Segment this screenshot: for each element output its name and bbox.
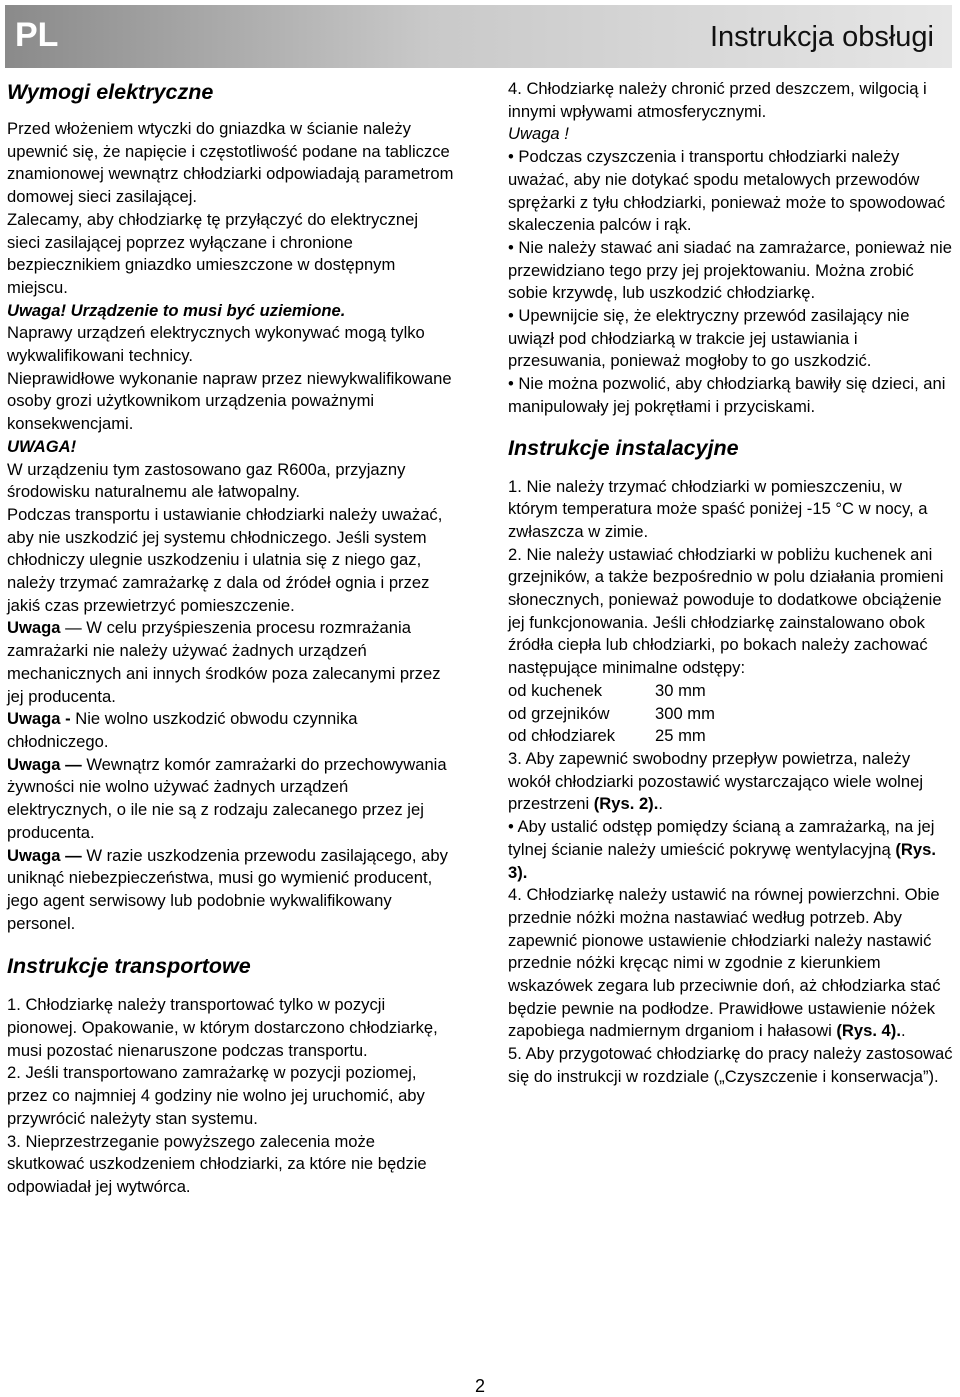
paragraph: 1. Chłodziarkę należy transportować tylko w pozycji pionowej. Opakowanie, w którym dostarczono chłodziarkę, musi pozostać nienaruszone podczas transportu.: [7, 995, 438, 1060]
note-lead: Uwaga: [7, 618, 61, 638]
paragraph: 4. Chłodziarkę należy chronić przed deszczem, wilgocią i innymi wpływami atmosferycznymi.: [508, 79, 927, 121]
paragraph-tail: .: [658, 794, 663, 814]
page-number: 2: [474, 1376, 485, 1396]
paragraph: [508, 884, 956, 1043]
note-lead: Uwaga -: [7, 709, 71, 729]
note-lead: Uwaga —: [7, 754, 82, 774]
section-heading-electrical: Wymogi elektryczne: [7, 80, 214, 104]
paragraph: [508, 748, 956, 816]
paragraph: 3. Nieprzestrzeganie powyższego zalecenia może skutkować uszkodzeniem chłodziarki, za które nie będzie odpowiadał jej wytwórca.: [7, 1131, 427, 1196]
left-column: [7, 78, 454, 1199]
paragraph: 1. Nie należy trzymać chłodziarki w pomieszczeniu, w którym temperatura może spaść poniżej -15 °C w nocy, a zwłaszcza w zimie.: [508, 476, 928, 541]
paragraph: [7, 617, 454, 708]
distance-label: od chłodziarek: [508, 726, 616, 746]
paragraph: 2. Nie należy ustawiać chłodziarki w pobliżu kuchenek ani grzejników, a także bezpośrednio w polu działania promieni słonecznych, ponieważ powoduje to dodatkowe obciążenie jej funkcjonowania. Jeśli chłodziarkę zainstalowano obok źródła ciepła lub chłodziarki, po bokach należy zachować następujące minimalne odstępy:: [508, 544, 944, 678]
warning-label: Uwaga !: [508, 124, 569, 144]
paragraph-tail: .: [900, 1021, 906, 1041]
paragraph: W urządzeniu tym zastosowano gaz R600a, przyjazny środowisku naturalnemu ale łatwopalny.: [7, 459, 406, 502]
note-lead: Uwaga —: [7, 845, 82, 865]
figure-reference: (Rys. 4).: [836, 1021, 901, 1041]
paragraph: Przed włożeniem wtyczki do gniazdka w ścianie należy upewnić się, że napięcie i częstotliwość podane na tabliczce znamionowej wewnątrz chłodziarki odpowiadają parametrom domowej sieci zasilającej.: [7, 119, 454, 207]
page-header: [5, 5, 952, 68]
note-text: W razie uszkodzenia przewodu zasilającego, aby uniknąć niebezpieczeństwa, musi go wymienić producent, jego agent serwisowy lub podobnie wykwalifikowany personel.: [7, 845, 448, 933]
paragraph: 2. Jeśli transportowano zamrażarkę w pozycji poziomej, przez co najmniej 4 godziny nie wolno jej uruchomić, aby przywrócić należyty stan systemu.: [7, 1063, 425, 1128]
distance-row: [508, 703, 956, 726]
paragraph: Zalecamy, aby chłodziarkę tę przyłączyć do elektrycznej sieci zasilającej poprzez wyłączane i chronione bezpiecznikiem gniazdko umieszczone w dostępnym miejscu.: [7, 209, 419, 297]
paragraph: Nieprawidłowe wykonanie napraw przez niewykwalifikowane osoby grozi użytkownikom urządzenia poważnymi konsekwencjami.: [7, 368, 452, 434]
distance-value: 30 mm: [655, 680, 706, 700]
paragraph: [7, 708, 454, 753]
paragraph: Naprawy urządzeń elektrycznych wykonywać mogą tylko wykwalifikowani technicy.: [7, 323, 425, 366]
distance-row: [508, 725, 956, 748]
note-text: — W celu przyśpieszenia procesu rozmrażania zamrażarki nie należy używać żadnych urządzeń mechanicznych ani innych środków poza zalecanymi przez jej producenta.: [7, 618, 441, 706]
paragraph: [7, 845, 454, 936]
distance-label: od grzejników: [508, 703, 610, 723]
paragraph-text: • Aby ustalić odstęp pomiędzy ścianą a zamrażarką, na jej tylnej ścianie należy umieścić pokrywę wentylacyjną: [508, 817, 935, 859]
note-text: Wewnątrz komór zamrażarki do przechowywania żywności nie wolno używać żadnych urządzeń elektrycznych, o ile nie są z rodzaju zalecanego przez jej producenta.: [7, 754, 447, 842]
paragraph-text: 3. Aby zapewnić swobodny przepływ powietrza, należy wokół chłodziarki pozostawić wystarczająco wiele wolnej przestrzeni: [508, 748, 924, 814]
language-code: PL: [15, 16, 59, 54]
bullet-item: [508, 816, 956, 884]
paragraph: Podczas transportu i ustawianie chłodziarki należy uważać, aby nie uszkodzić jej systemu chłodniczego. Jeśli system chłodniczy ulegnie uszkodzeniu i ulatnia się z niego gaz, należy trzymać zamrażarkę z dala od źródeł ognia i przez jakiś czas przewietrzyć pomieszczenie.: [7, 504, 443, 615]
paragraph: 5. Aby przygotować chłodziarkę do pracy należy zastosować się do instrukcji w rozdziale („Czyszczenie i konserwacja”).: [508, 1044, 953, 1086]
figure-reference: (Rys. 3).: [508, 839, 936, 882]
paragraph-text: 4. Chłodziarkę należy ustawić na równej powierzchni. Obie przednie nóżki można nastawiać według potrzeb. Aby zapewnić pionowe ustawienie chłodziarki należy nastawić przednie nóżki kręcąc nimi w zgodnie z kierunkiem wskazówek zegara lub przeciwnie doń, aż chłodziarka stać będzie pewnie na podłodze. Prawidłowe ustawienie nóżek zapobiega nadmiernym drganiom i hałasowi: [508, 885, 941, 1041]
note-text: Nie wolno uszkodzić obwodu czynnika chłodniczego.: [7, 709, 358, 751]
distance-row: [508, 680, 956, 703]
figure-reference: (Rys. 2).: [593, 794, 659, 814]
section-heading-installation: Instrukcje instalacyjne: [508, 435, 739, 460]
distance-value: 25 mm: [655, 726, 706, 746]
document-title: Instrukcja obsługi: [709, 21, 934, 53]
distance-value: 300 mm: [655, 703, 715, 723]
section-heading-transport: Instrukcje transportowe: [7, 954, 251, 979]
bullet-item: • Upewnijcie się, że elektryczny przewód zasilający nie uwiązł pod chłodziarką w trakcie jej ustawiania i przesuwania, ponieważ mogłoby to go uszkodzić.: [508, 306, 910, 371]
right-column: [508, 78, 956, 1089]
bullet-item: • Nie można pozwolić, aby chłodziarką bawiły się dzieci, ani manipulowały jej pokrętłami i przyciskami.: [508, 374, 946, 416]
bullet-item: • Nie należy stawać ani siadać na zamrażarce, ponieważ nie przewidziano tego przy jej projektowaniu. Można zrobić sobie krzywdę, lub uszkodzić chłodziarkę.: [508, 237, 952, 303]
distance-label: od kuchenek: [508, 680, 603, 700]
warning-grounding: Uwaga! Urządzenie to musi być uziemione.: [7, 300, 346, 320]
bullet-item: • Podczas czyszczenia i transportu chłodziarki należy uważać, aby nie dotykać spodu metalowych przewodów sprężarki z tyłu chłodziarki, ponieważ może to spowodować skaleczenia palców i rąk.: [508, 147, 946, 235]
paragraph: [7, 754, 454, 845]
warning-label: UWAGA!: [7, 436, 77, 456]
